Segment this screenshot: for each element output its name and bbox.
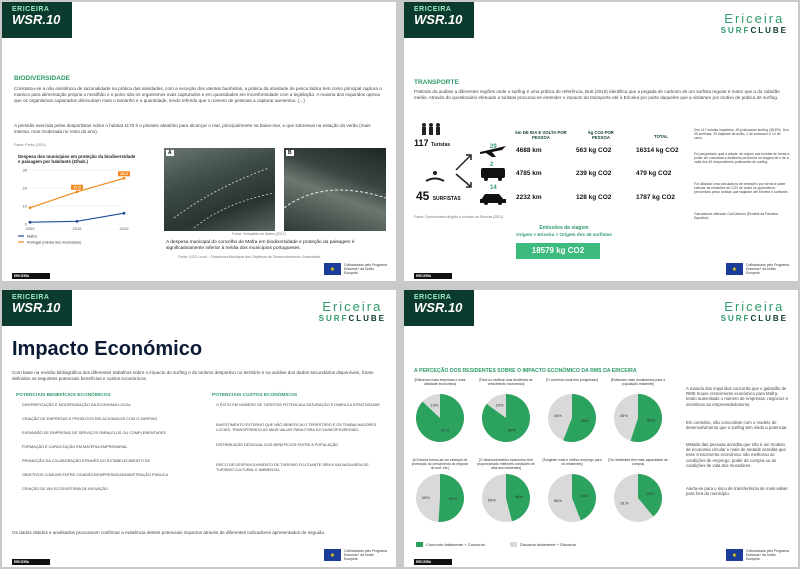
legend-agree-swatch <box>416 542 423 547</box>
turistas-count <box>414 138 450 148</box>
pie-chart <box>612 392 664 444</box>
surfistas-count <box>416 189 461 203</box>
data-point <box>29 206 32 209</box>
eu-flag-icon: ★ <box>324 549 341 561</box>
surfer-icon <box>424 170 446 184</box>
pie-chart <box>480 472 532 524</box>
photo-b-tag: B <box>288 150 292 156</box>
legend-agree: Concordo totalmente + Concordo <box>426 542 486 547</box>
annotation-label: 25.4 <box>120 172 128 177</box>
page-biodiversidade <box>2 2 396 281</box>
data-point <box>76 190 79 193</box>
eu-funding <box>324 549 388 561</box>
outro: Os dados obtidos e analisados procuraram confirmar a existência destes potenciais impactos através de diferentes indicadores apresentados de seguida. <box>12 530 326 535</box>
side-text-3: Metade das pessoas acredita que não é um modelo de economia circular e mais de metade acredita que esse crescimento económico não melhorou as condições de emprego, poder de compra ou as condições de vida dos moradores. <box>686 442 786 468</box>
row3-count: 14 <box>490 185 497 191</box>
paragraph-1: Partindo da análise a diferentes regiões onde o surfing é uma prática de referência, Butt (2015) identifica que a pegada de carbono de um surfista regular é maior que a do cidadão médio. Através do questionário efetuado a turistas procurou-se entender o impacto do transporte até à Ericeira por parte daqueles que a visitaram por motivo de prática de surfing. <box>414 89 780 100</box>
row1-co2: 563 kg CO2 <box>576 147 612 154</box>
page-title: Impacto Económico <box>12 338 203 360</box>
benefits-title: POTENCIAIS BENEFÍCIOS ECONÓMICOS <box>16 393 111 398</box>
section-title: TRANSPORTE <box>414 79 459 86</box>
benefit-item: EXPANSÃO DE EMPRESAS DE SERVIÇOS PARALELOS OU COMPLEMENTARES <box>22 431 167 435</box>
brand-line2 <box>721 314 788 323</box>
bus-icon <box>478 166 508 182</box>
eu-funding <box>726 549 790 561</box>
chart-title-line2: e paisagem por habitante (€/hab.) <box>18 159 88 164</box>
eu-text: Cofinanciado pelo Programa Erasmus+ da União Europeia <box>746 549 789 561</box>
footer-tag: ERICEIRA <box>12 559 50 565</box>
benefit-item: DIVERSIFICAÇÃO E MODERNIZAÇÃO DA ECONOMIA LOCAL <box>22 403 131 407</box>
pie-value-agree: 46% <box>515 493 524 499</box>
benefit-item: OBJETIVOS COMUNS ENTRE CIDADÃOS/EMPRESAS/ADMINISTRAÇÃO PÚBLICA <box>22 473 169 477</box>
source-1: Fonte: Pedro (2011) <box>14 143 46 147</box>
pie-value-disagree: 13% <box>430 402 439 408</box>
pie-value-disagree: 44% <box>553 412 562 418</box>
pie-label: [Fará ou verificar uma tendência de crescimento económico] <box>479 378 533 386</box>
pie-label: [A Ericeira tornou-se um exemplo de promoção do crescimento do negócio do surf, etc.] <box>411 458 469 470</box>
row1-total: 16314 kg CO2 <box>636 147 679 154</box>
y-tick-label: 0 <box>24 221 27 227</box>
event-badge <box>404 290 474 326</box>
brand-line2b: CLUBE <box>348 314 386 323</box>
x-tick-label: 2019 <box>119 226 129 231</box>
data-point <box>29 221 32 224</box>
pie-value-disagree: 15% <box>495 402 504 408</box>
row3-total: 1787 kg CO2 <box>636 194 676 201</box>
surfclube-logo <box>721 300 788 323</box>
photo-a-rocks <box>164 148 275 231</box>
pie-value-disagree: 49% <box>421 495 430 501</box>
footer-tag: ERICEIRA <box>414 559 452 565</box>
pie-value-disagree: 56% <box>553 498 562 504</box>
intro: Com base na revisão bibliográfica dos diferentes trabalhos sobre o impacto do surfing e do turismo desportivo no território e na análise dos dados secundários disponíveis, foram definidos os seguintes potenciais benefícios e custos económicos. <box>12 370 374 381</box>
badge-line1: ERICEIRA <box>12 294 50 301</box>
surfistas-label: SURFISTAS <box>432 196 461 202</box>
pie-value-agree: 39% <box>646 491 655 497</box>
brand-line1: Ericeira <box>322 299 383 314</box>
pie-chart <box>480 392 532 444</box>
data-point <box>123 212 126 215</box>
pie-value-disagree: 61% <box>620 500 629 506</box>
surfclube-logo <box>319 300 386 323</box>
event-badge <box>2 290 72 326</box>
row2-count: 2 <box>490 162 494 168</box>
pie-value-agree: 85% <box>507 427 517 433</box>
benefit-item: CRIAÇÃO DE EMPRESAS E PRODUTOS RELACIONADOS COM O SURFING <box>22 417 158 421</box>
eu-funding <box>324 263 388 275</box>
photo-b-rocks <box>284 148 386 231</box>
pie-label: [Estiveram mais empresas e mais atividade económica] <box>414 378 466 386</box>
event-badge <box>404 2 474 38</box>
people-icon <box>420 122 444 136</box>
event-badge <box>2 2 72 38</box>
arrows-icon <box>454 150 474 190</box>
row1-count: 29 <box>490 144 497 150</box>
section-title: BIODIVERSIDADE <box>14 75 70 82</box>
page-transporte <box>404 2 798 281</box>
row2-total: 479 kg CO2 <box>636 170 672 177</box>
pie-value-disagree: 45% <box>619 413 628 419</box>
pie-label: [Estiveram mais rendimentos para a população residente] <box>610 378 666 386</box>
col-km-head: km DE IDA E VOLTA POR PESSOA <box>515 130 567 140</box>
brand-line1: Ericeira <box>724 11 785 26</box>
turistas-num: 117 <box>414 138 429 148</box>
row3-km: 2232 km <box>516 194 542 201</box>
data-point <box>76 220 79 223</box>
brand-line2a: SURF <box>720 314 751 323</box>
emissions-sub: Origem > Ericeira > Origem dos 45 surfistas <box>516 232 612 237</box>
y-tick-label: 10 <box>22 203 27 209</box>
cost-item: INVESTIMENTO EXTERNO QUE NÃO BENEFICIA O TERRITÓRIO E OS TRABALHADORES LOCAIS, TRANSFERINDO AS MAIS-VALIAS PARA FORA DO MUNICÍPIO/REGIÃO <box>216 423 377 432</box>
side-note-2: Foi perguntado qual a cidade de origem dos turistas de forma a poder ser calculada a distância percorrida na viagem de e de a volta dos 45 respondentes praticantes de surfing. <box>694 152 790 165</box>
x-tick-label: 2009 <box>25 226 35 231</box>
pie-label: [O desenvolvimento económico tem proporcionado melhores condições de vida aos residentes] <box>477 458 535 470</box>
row2-co2: 239 kg CO2 <box>576 170 612 177</box>
source: Fonte: Questionário dirigido a turistas na Ericeira (2021) <box>414 215 504 219</box>
brand-line2a: SURF <box>318 314 349 323</box>
photo-a-tag: A <box>168 150 172 156</box>
benefit-item: PROMOÇÃO DA COLABORAÇÃO ATRAVÉS DO ESTABELECIMENTO DE <box>22 459 150 463</box>
row3-co2: 128 kg CO2 <box>576 194 612 201</box>
cost-item: O ÊXITO EM NÚMERO DE TURISTAS POTENCIA A SATURAÇÃO E DIMINUI A ATRATIVIDADE <box>216 403 380 407</box>
brand-line2a: SURF <box>720 26 751 35</box>
surfclube-logo <box>721 12 788 35</box>
pie-value-agree: 56% <box>580 417 589 423</box>
badge-line2: WSR.10 <box>414 12 463 27</box>
pie-value-agree: 87% <box>441 427 450 433</box>
benefit-item: FORMAÇÃO E CAPACITAÇÃO EM MATÉRIA EMPRESARIAL <box>22 445 128 449</box>
page-percecao-residentes <box>404 290 798 567</box>
row2-km: 4785 km <box>516 170 542 177</box>
surfistas-num: 45 <box>416 189 430 203</box>
brand-line2b: CLUBE <box>750 26 788 35</box>
brand-line2b: CLUBE <box>750 314 788 323</box>
badge-line2: WSR.10 <box>12 12 61 27</box>
photo-source-2: Fonte: DGS Local – Plataforma Municipal dos Objetivos de Desenvolvimento Sustentável <box>178 255 321 259</box>
pie-label: [Surgiram mais e melhor emprego para os residentes] <box>542 458 602 466</box>
pie-chart <box>546 472 598 524</box>
line-chart <box>14 152 136 252</box>
legend-disagree-swatch <box>510 542 517 547</box>
brand-line2 <box>319 314 386 323</box>
eu-flag-icon: ★ <box>324 263 341 275</box>
legend-label: Portugal (média dos municípios) <box>27 240 82 245</box>
eu-flag-icon: ★ <box>726 263 743 275</box>
footer-tag: ERICEIRA <box>12 273 50 279</box>
side-text-2: Em contrário, não concordam com o modelo de desenvolvimento que o surfing tem vindo a potenciar. <box>686 420 788 431</box>
side-text-1: A maioria dos inquiridos concorda que o galardão de RMS trouxe crescimento económico para Mafra, tendo aumentado o número de empresas, negócios e incentivos ao empreendedorismo. <box>686 386 788 407</box>
photo-source: Fonte: Sebastião de Mafra (2017) <box>232 232 286 236</box>
eu-flag-icon: ★ <box>726 549 743 561</box>
badge-line2: WSR.10 <box>12 300 61 315</box>
eu-funding <box>726 263 790 275</box>
col-total-head: TOTAL <box>654 134 668 139</box>
paragraph-2: A pressão exercida pelos desportistas sobre o habitat 1170 é o pisoteio aleatório para alcançar o mar, principalmente na baixa-mar, e que sobressai na estação do verão (mais intensa, mas moderada no resto do ano). <box>14 123 371 134</box>
side-note-1: Dos 117 turistas inquiridos, 45 praticavam surfing (38,5%). Dos 45 surfistas, 29 viajaram de avião, 2 de autocarro e 14 de carro. <box>694 128 789 141</box>
pie-value-agree: 44% <box>580 493 589 499</box>
pie-value-agree: 55% <box>647 417 656 423</box>
benefit-item: CRIAÇÃO DE UM ECOSSISTEMA DE INOVAÇÃO <box>22 487 109 491</box>
row1-km: 4688 km <box>516 147 542 154</box>
badge-line1: ERICEIRA <box>12 6 50 13</box>
pie-chart <box>612 472 664 524</box>
pie-chart <box>414 392 466 444</box>
legend <box>416 542 576 547</box>
side-text-4: Alerta-se para o risco de transferência de mais-valias para fora do município. <box>686 486 788 497</box>
pie-label: [O comércio local tem prosperado] <box>546 378 598 382</box>
badge-line1: ERICEIRA <box>414 294 452 301</box>
eu-text: Cofinanciado pelo Programa Erasmus+ da União Europeia <box>344 263 387 275</box>
col-co2-head: kg CO2 POR PESSOA <box>588 130 614 140</box>
y-tick-label: 30 <box>22 167 27 173</box>
section-title: A PERCEÇÃO DOS RESIDENTES SOBRE O IMPACTO ECONÓMICO DA RMS DA ERICEIRA <box>414 368 637 374</box>
y-tick-label: 20 <box>22 185 27 191</box>
pie-value-disagree: 54% <box>487 497 496 503</box>
brand-line1: Ericeira <box>724 299 785 314</box>
emissions-title: Emissões da viagem <box>539 225 589 231</box>
photo-text: A despesa municipal do concelho de Mafra em biodiversidade e proteção da paisagem é significativamente inferior à média dos municípios portugueses. <box>166 240 355 251</box>
eu-text: Cofinanciado pelo Programa Erasmus+ da União Europeia <box>746 263 789 275</box>
data-point <box>123 177 126 180</box>
eu-text: Cofinanciado pelo Programa Erasmus+ da União Europeia <box>344 549 387 561</box>
annotation-label: 17.9 <box>73 185 81 190</box>
badge-line2: WSR.10 <box>414 300 463 315</box>
pie-label: [Os residentes têm mais capacidade de compra] <box>608 458 668 466</box>
footer-tag: ERICEIRA <box>414 273 452 279</box>
pie-chart <box>414 472 466 524</box>
legend-label: Mafra <box>27 234 37 239</box>
chart-title <box>18 154 136 164</box>
cost-item: RISCO DE DESENVOLVIMENTO DE TURISMO FLUTUANTE SEM A SALVAGUARDA DE TURISMO CULTURAL E AMBIENTAL <box>216 463 369 472</box>
pie-chart <box>546 392 598 444</box>
page-impacto-economico <box>2 290 396 567</box>
badge-line1: ERICEIRA <box>414 6 452 13</box>
side-note-4: Calculadora utilizada: CarCarbono (Ecofeet da Fanation Equation) <box>694 212 779 221</box>
cost-item: DISTRIBUIÇÃO DESIGUAL DOS BENEFÍCIOS ENTRE A POPULAÇÃO <box>216 443 339 447</box>
x-tick-label: 2015 <box>72 226 82 231</box>
turistas-label: Turistas <box>431 142 451 148</box>
paragraph-1: Constatou-se a não existência de sazonalidade na prática das atividades, com a exceção dos utentes banhistas, a prática da atividade de pesca lúdica tem como principal captura o marisco para alimentação própria o mexilhão e o polvo são os organismos mais capturados e em quantidades em inconformidade com a legislação. A maioria dos inquiridos opinou que os organismos capturados diminuíram mais o tamanho e a quantidade, tendo referido que o número de pessoas a capturar aumentou. (...) <box>14 86 382 103</box>
side-note-3: Foi utilizado uma calculadora de emissões por forma a saber calcular as emissões de CO2 de todos os quilómetros percorridos pelos turistas que viajaram até Ericeira e surfaram. <box>694 182 789 195</box>
chart-title-line1: Despesa dos municípios em proteção da biodiversidade <box>18 154 136 159</box>
legend-disagree: Discordo totalmente + Discordo <box>520 542 576 547</box>
brand-line2 <box>721 26 788 35</box>
car-icon <box>478 190 508 206</box>
costs-title: POTENCIAIS CUSTOS ECONÓMICOS <box>212 393 298 398</box>
emissions-total: 18579 kg CO2 <box>516 243 600 259</box>
pie-value-agree: 51% <box>449 495 458 501</box>
